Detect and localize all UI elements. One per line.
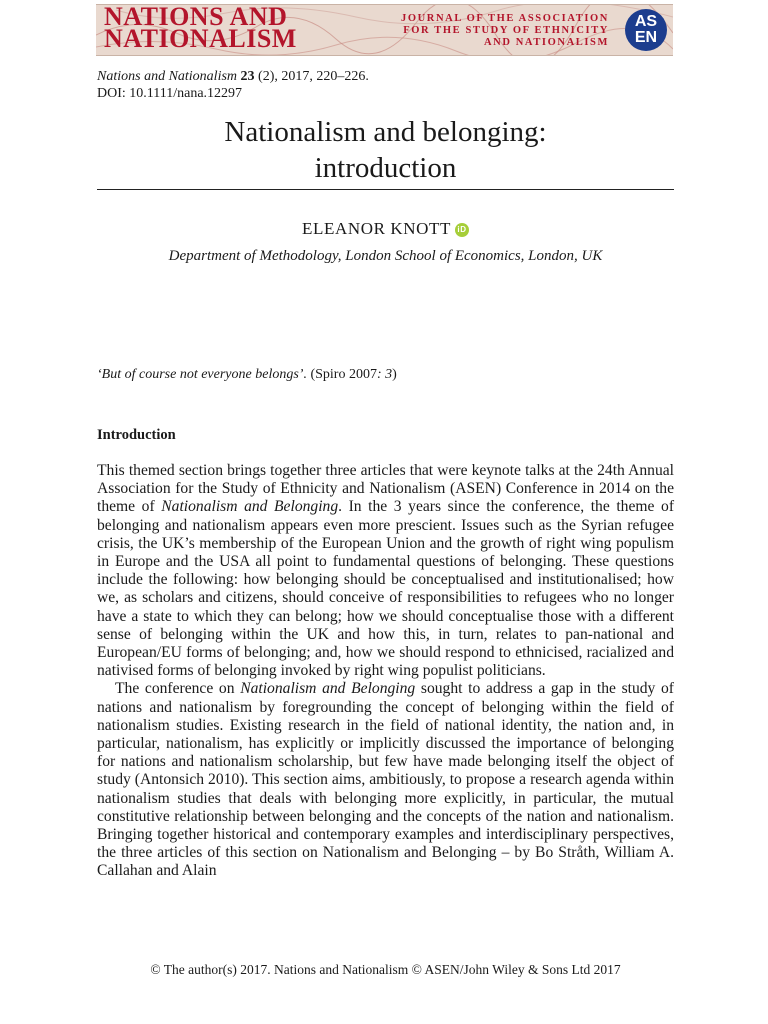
journal-banner bbox=[96, 4, 673, 56]
epigraph-quote: ‘But of course not everyone belongs’. bbox=[97, 367, 307, 382]
affiliation: Department of Methodology, London School of Economics, London, UK bbox=[168, 248, 603, 264]
author bbox=[97, 219, 674, 239]
paragraph: This themed section brings together three articles that were keynote talks at the 24th Annual Association for the Study of Ethnicity and Nationalism (ASEN) Conference in 2014 on the theme of Nationalism and Belonging. In the 3 years since the conference, the theme of belonging and nationalism appears even more prescient. Issues such as the Syrian refugee crisis, the UK’s membership of the European Union and the growth of right wing populism in Europe and the USA all point to fundamental questions of belonging. These questions include the following: how belonging should be conceptualised and institutionalised; how we, as scholars and citizens, should conceive of responsibilities to refugees who no longer have a state to which they can belong; how we should conceptualise those with a different sense of belonging within the UK and how this, in turn, relates to pan-national and European/EU forms of belonging; and, how we should respond to ethnicised, racialized and nativised forms of belonging invoked by right wing populist politicians. bbox=[97, 462, 675, 680]
body-text bbox=[97, 462, 674, 881]
copyright-footer: © The author(s) 2017. Nations and Nationalism © ASEN/John Wiley & Sons Ltd 2017 bbox=[150, 962, 621, 977]
journal-subtitle: JOURNAL OF THE ASSOCIATION FOR THE STUDY OF ETHNICITY AND NATIONALISM bbox=[401, 13, 609, 48]
citation bbox=[97, 68, 369, 102]
article-title: Nationalism and belonging: introduction bbox=[224, 116, 547, 184]
citation-volume: 23 bbox=[240, 69, 255, 84]
title-divider bbox=[97, 189, 674, 190]
epigraph: ‘But of course not everyone belongs’. (Spiro 2007: 3) bbox=[97, 367, 397, 382]
author-name: ELEANOR KNOTT bbox=[302, 219, 451, 238]
citation-issue-pages: (2), 2017, 220–226. bbox=[254, 69, 369, 84]
asen-logo: AS EN bbox=[625, 9, 667, 51]
journal-logo-title: NATIONS AND NATIONALISM bbox=[104, 4, 297, 53]
citation-doi: DOI: 10.1111/nana.12297 bbox=[97, 86, 243, 101]
paragraph: The conference on Nationalism and Belonging sought to address a gap in the study of nations and nationalism by foregrounding the concept of belonging within the field of nationalism studies. Existing research in the field of national identity, the nation and, in particular, nationalism, has explicitly or implicitly discussed the importance of belonging for nations and nationalism scholarship, but few have made belonging itself the object of study (Antonsich 2010). This section aims, ambitiously, to propose a research agenda within nationalism studies that deals with belonging more explicitly, in particular, the mutual constitutive relationship between belonging and the concepts of the nation and nationalism. Bringing together historical and contemporary examples and interdisciplinary perspectives, the three articles of this section on Nationalism and Belonging – by Bo Stråth, William A. Callahan and Alain bbox=[97, 680, 675, 880]
orcid-icon[interactable]: iD bbox=[455, 223, 469, 237]
section-heading: Introduction bbox=[97, 427, 176, 443]
citation-journal: Nations and Nationalism bbox=[97, 69, 238, 84]
